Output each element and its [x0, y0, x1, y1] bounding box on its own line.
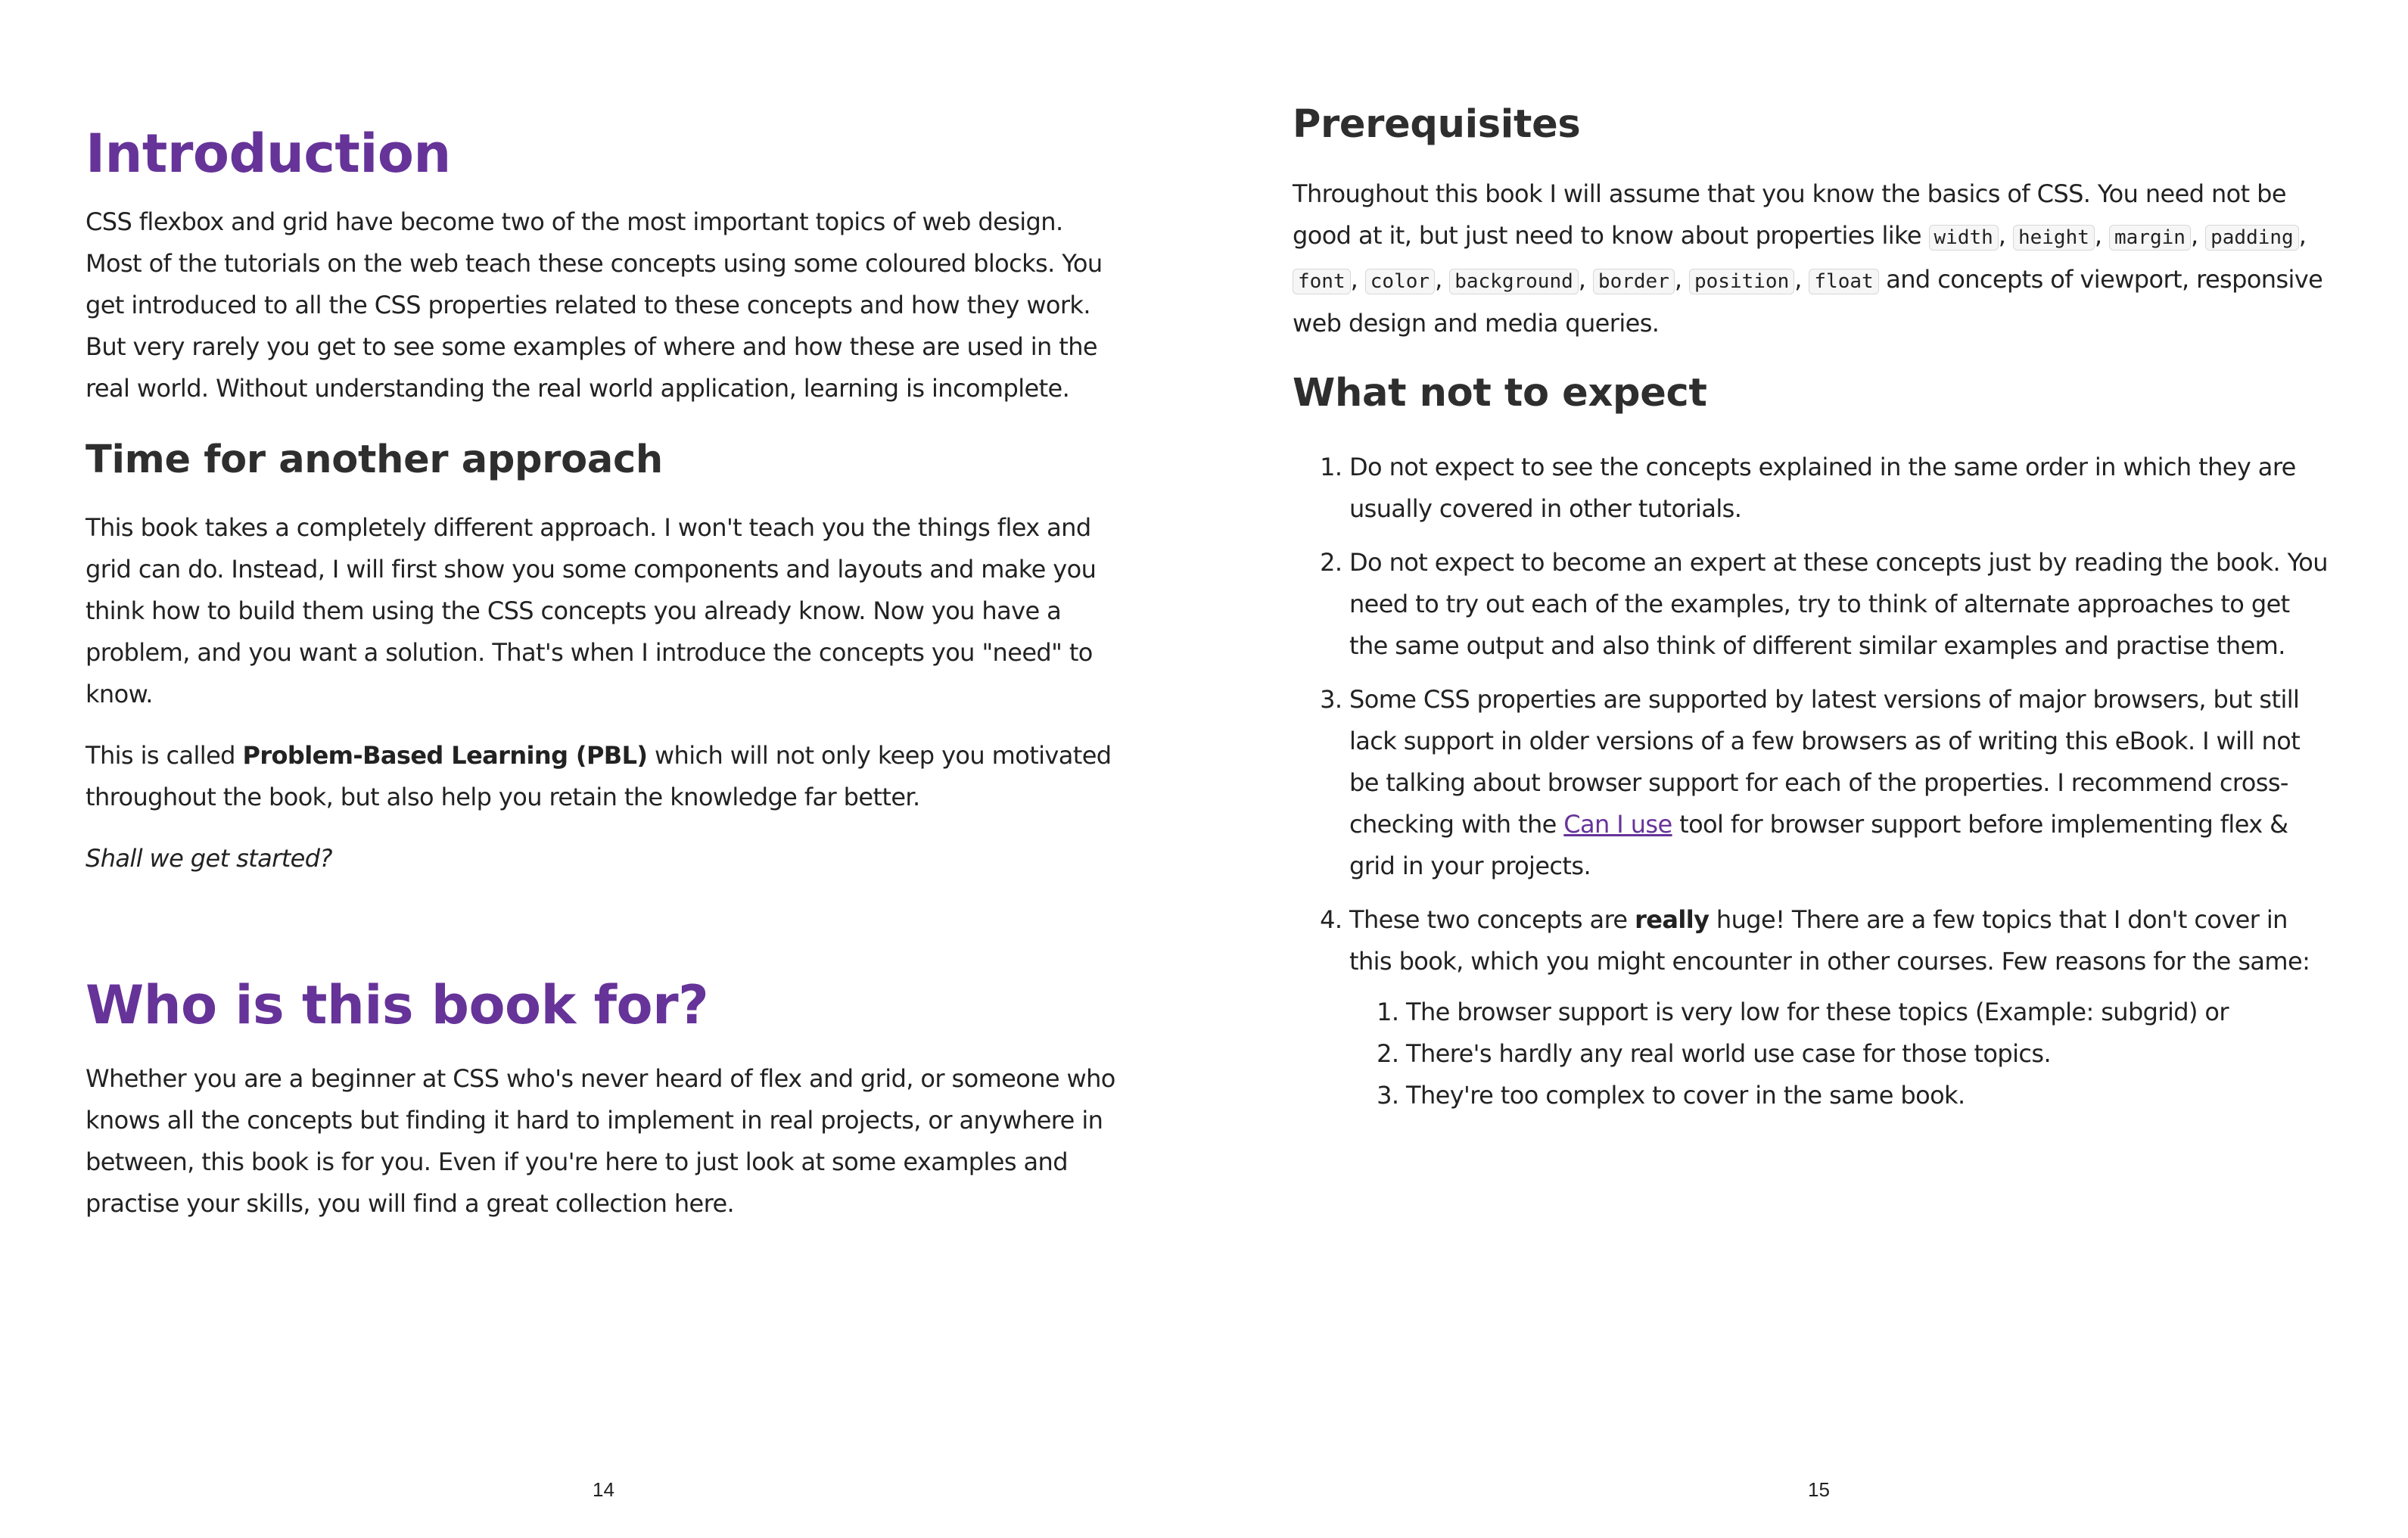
who-heading: Who is this book for?	[86, 973, 709, 1036]
really-bold: really	[1635, 905, 1710, 935]
right-page	[1204, 0, 2408, 1538]
prop-code: font	[1293, 269, 1351, 294]
prop-separator: ,	[2094, 221, 2110, 251]
prerequisites-paragraph	[1293, 173, 2329, 344]
sublist-item: 2. There's hardly any real world use case for those topics.	[1406, 1033, 2329, 1075]
right-page-content	[1293, 101, 2329, 1129]
expect-heading: What not to expect	[1293, 371, 1707, 416]
who-paragraph: Whether you are a beginner at CSS who's never heard of flex and grid, or someone who knows all the concepts but finding it hard to implement in real projects, or anywhere in between, this book is for you. Even if you're here to just look at some examples and practise your skills, you will find a great collection here.	[86, 1064, 1115, 1219]
list-item-text: huge! There are a few topics that I don't cover in this book, which you might encounter in other courses. Few reasons for the same:	[1349, 905, 2310, 976]
expect-list	[1293, 447, 2329, 1116]
introduction-heading: Introduction	[86, 123, 451, 185]
closing-italic: Shall we get started?	[86, 843, 332, 873]
left-page-content	[86, 123, 1126, 1225]
sublist-item: 1. The browser support is very low for these topics (Example: subgrid) or	[1406, 992, 2329, 1033]
list-item	[1349, 447, 2329, 530]
approach-paragraph: This book takes a completely different approach. I won't teach you the things flex and grid can do. Instead, I will first show you some components and layouts and make you think how to build them using the CSS concepts you already know. Now you have a problem, and you want a solution. That's when I introduce the concepts you "need" to know.	[86, 512, 1097, 708]
list-item	[1349, 899, 2329, 1116]
list-item-text: Do not expect to become an expert at these concepts just by reading the book. You need to try out each of the examples, try to think of alternate approaches to get the same output and also think of different similar examples and practise them.	[1349, 548, 2328, 661]
page-number-right: 15	[1808, 1478, 1830, 1501]
sublist-item: 3. They're too complex to cover in the same book.	[1406, 1075, 2329, 1116]
pbl-paragraph	[86, 735, 1126, 818]
prop-code: position	[1689, 269, 1794, 294]
prop-separator: ,	[1435, 265, 1450, 294]
can-i-use-link[interactable]: Can I use	[1563, 810, 1672, 839]
prop-code: background	[1449, 269, 1579, 294]
pbl-bold-term: Problem-Based Learning (PBL)	[242, 740, 648, 770]
page-number-left: 14	[593, 1478, 614, 1501]
prop-separator: ,	[1578, 265, 1593, 294]
prop-code: width	[1929, 225, 1999, 251]
prerequisites-heading: Prerequisites	[1293, 102, 1581, 147]
list-item-text: tool for browser support before implementing flex & grid in your projects.	[1349, 810, 2288, 881]
prop-separator: ,	[1998, 221, 2013, 251]
pbl-text-before: This is called	[86, 740, 243, 770]
list-item-text: Do not expect to see the concepts explained in the same order in which they are usually covered in other tutorials.	[1349, 453, 2296, 524]
list-item-text: These two concepts are	[1349, 905, 1635, 935]
prop-separator: ,	[1674, 265, 1689, 294]
prop-code: float	[1809, 269, 1878, 294]
prop-code: margin	[2109, 225, 2191, 251]
list-item	[1349, 542, 2329, 667]
prop-separator: ,	[1350, 265, 1365, 294]
prop-code: color	[1365, 269, 1435, 294]
list-item	[1349, 679, 2329, 887]
prerequisites-intro: Throughout this book I will assume that you know the basics of CSS. You need not be good at it, but just need to know about properties like	[1293, 179, 2286, 251]
pbl-text-after: which will not only keep you motivated throughout the book, but also help you retain the knowledge far better.	[86, 740, 1112, 811]
prop-code: height	[2013, 225, 2095, 251]
closing-line	[86, 838, 1126, 880]
prop-separator: ,	[2190, 221, 2206, 251]
prerequisites-outro: and concepts of viewport, responsive web design and media queries.	[1293, 265, 2323, 338]
approach-heading: Time for another approach	[86, 437, 663, 482]
introduction-paragraph: CSS flexbox and grid have become two of the most important topics of web design. Most of the tutorials on the web teach these concepts using some coloured blocks. You get introduced to all the CSS properties related to these concepts and how they work. But very rarely you get to see some examples of where and how these are used in the real world. Without understanding the real world application, learning is incomplete.	[86, 207, 1103, 403]
prop-code: border	[1593, 269, 1675, 294]
list-item-text: Some CSS properties are supported by latest versions of major browsers, but still lack support in older versions of a few browsers as of writing this eBook. I will not be talking about browser support for each of the properties. I recommend cross-checking with the	[1349, 685, 2301, 839]
prop-separator: ,	[2298, 221, 2307, 251]
prop-separator: ,	[1794, 265, 1809, 294]
prop-code: padding	[2205, 225, 2299, 251]
reasons-sublist	[1349, 992, 2329, 1116]
